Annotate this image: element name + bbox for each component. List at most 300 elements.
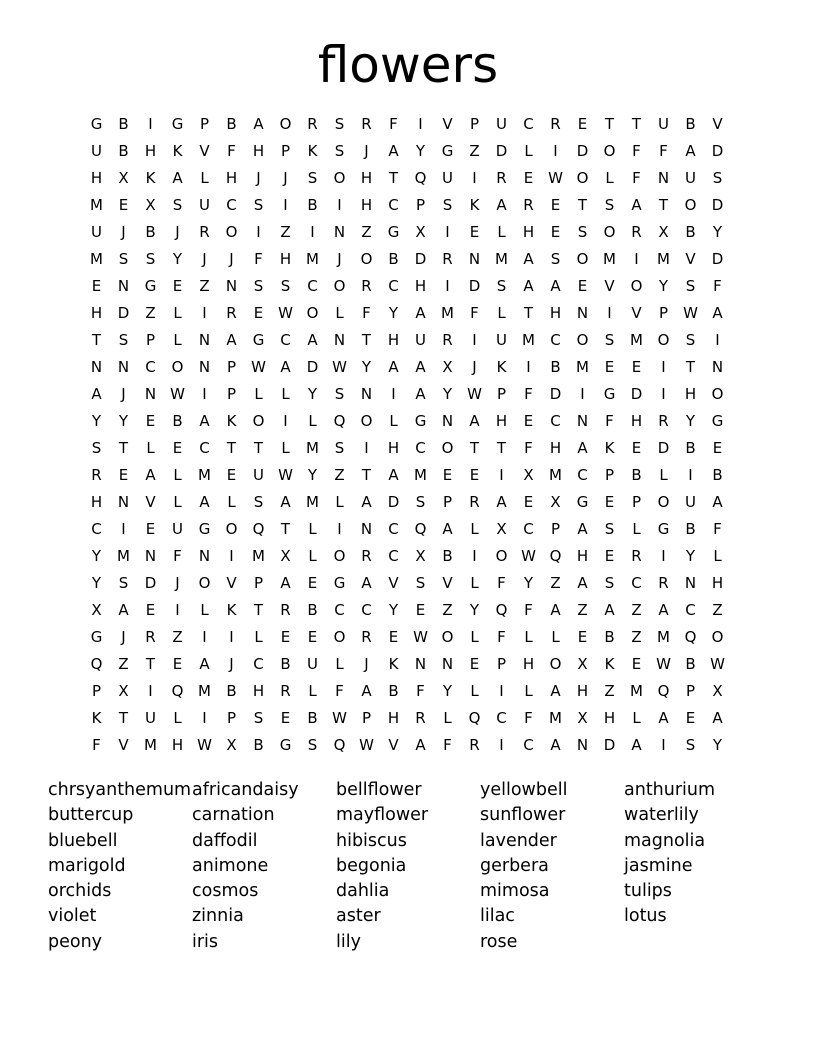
grid-letter: F: [227, 142, 236, 160]
word-list-item: orchids: [48, 881, 112, 902]
grid-letter: O: [360, 250, 373, 268]
grid-letter: L: [173, 709, 182, 727]
grid-letter: H: [711, 574, 724, 592]
grid-letter: X: [577, 709, 588, 727]
grid-letter: P: [226, 709, 237, 727]
grid-letter: R: [550, 115, 561, 133]
grid-letter: J: [472, 358, 477, 376]
grid-letter: A: [442, 520, 453, 538]
grid-letter: L: [470, 682, 479, 700]
grid-letter: J: [337, 250, 342, 268]
grid-letter: V: [118, 736, 129, 754]
grid-letter: O: [441, 628, 454, 646]
grid-row: [83, 246, 731, 273]
grid-letter: L: [254, 628, 263, 646]
grid-letter: H: [387, 709, 400, 727]
grid-letter: E: [442, 466, 453, 484]
grid-letter: H: [225, 169, 238, 187]
grid-row: [83, 732, 731, 759]
word-column: [336, 778, 480, 955]
grid-letter: R: [469, 493, 480, 511]
grid-row: [83, 300, 731, 327]
grid-letter: A: [496, 493, 507, 511]
grid-letter: H: [576, 547, 589, 565]
grid-letter: O: [333, 628, 346, 646]
grid-letter: K: [604, 439, 615, 457]
grid-letter: N: [576, 304, 589, 322]
grid-letter: A: [631, 736, 642, 754]
grid-letter: V: [604, 277, 615, 295]
grid-letter: E: [631, 655, 642, 673]
grid-letter: E: [172, 277, 183, 295]
grid-letter: L: [173, 493, 182, 511]
grid-letter: T: [145, 655, 156, 673]
grid-letter: A: [280, 358, 291, 376]
grid-letter: B: [442, 547, 453, 565]
grid-letter: S: [550, 250, 561, 268]
grid-letter: A: [91, 385, 102, 403]
grid-letter: L: [200, 601, 209, 619]
grid-letter: O: [198, 574, 211, 592]
grid-letter: Q: [414, 169, 427, 187]
grid-letter: M: [630, 682, 643, 700]
grid-letter: F: [470, 304, 479, 322]
grid-row: [83, 165, 731, 192]
grid-letter: P: [658, 304, 669, 322]
grid-letter: L: [308, 682, 317, 700]
grid-letter: W: [710, 655, 725, 673]
word-list-item: carnation: [192, 805, 275, 826]
grid-letter: I: [634, 250, 639, 268]
grid-letter: F: [335, 682, 344, 700]
grid-letter: A: [145, 466, 156, 484]
word-list-item: marigold: [48, 855, 126, 876]
grid-letter: Z: [118, 655, 129, 673]
grid-letter: R: [658, 412, 669, 430]
grid-letter: I: [202, 628, 207, 646]
grid-letter: V: [226, 574, 237, 592]
grid-letter: T: [253, 601, 264, 619]
grid-letter: G: [441, 142, 454, 160]
grid-letter: I: [445, 277, 450, 295]
grid-letter: A: [685, 142, 696, 160]
grid-letter: K: [91, 709, 102, 727]
grid-letter: Z: [550, 574, 561, 592]
grid-letter: C: [280, 331, 291, 349]
grid-letter: A: [415, 385, 426, 403]
word-list-item: jasmine: [624, 855, 693, 876]
grid-letter: G: [603, 385, 616, 403]
grid-letter: P: [91, 682, 102, 700]
grid-letter: A: [388, 358, 399, 376]
grid-letter: M: [90, 196, 103, 214]
grid-letter: J: [202, 250, 207, 268]
word-list-item: waterlily: [624, 805, 699, 826]
grid-letter: I: [661, 547, 666, 565]
grid-letter: C: [523, 520, 534, 538]
grid-letter: A: [361, 682, 372, 700]
grid-letter: L: [632, 709, 641, 727]
grid-letter: A: [712, 304, 723, 322]
grid-letter: E: [577, 277, 588, 295]
grid-letter: Y: [442, 682, 453, 700]
grid-letter: E: [307, 628, 318, 646]
grid-letter: M: [198, 682, 211, 700]
grid-letter: W: [278, 304, 293, 322]
grid-letter: I: [499, 682, 504, 700]
grid-letter: S: [118, 250, 129, 268]
grid-letter: S: [118, 331, 129, 349]
grid-letter: Y: [685, 547, 696, 565]
grid-letter: Y: [172, 250, 183, 268]
grid-letter: O: [711, 628, 724, 646]
grid-row: [83, 273, 731, 300]
grid-letter: A: [172, 169, 183, 187]
grid-letter: X: [415, 223, 426, 241]
grid-letter: M: [117, 547, 130, 565]
grid-letter: E: [631, 439, 642, 457]
grid-letter: M: [549, 709, 562, 727]
grid-letter: P: [631, 493, 642, 511]
grid-letter: B: [118, 115, 129, 133]
grid-letter: R: [496, 169, 507, 187]
grid-letter: I: [310, 223, 315, 241]
grid-letter: H: [522, 223, 535, 241]
grid-letter: S: [577, 223, 588, 241]
grid-letter: U: [199, 196, 210, 214]
grid-letter: A: [307, 331, 318, 349]
grid-letter: S: [253, 277, 264, 295]
word-list-item: hibiscus: [336, 830, 407, 851]
grid-letter: A: [631, 196, 642, 214]
word-list-item: zinnia: [192, 906, 244, 927]
grid-letter: E: [685, 709, 696, 727]
grid-letter: I: [364, 439, 369, 457]
grid-letter: H: [387, 331, 400, 349]
grid-letter: J: [121, 385, 126, 403]
grid-letter: B: [712, 466, 723, 484]
grid-letter: L: [497, 304, 506, 322]
grid-letter: O: [576, 250, 589, 268]
grid-letter: O: [684, 196, 697, 214]
grid-letter: R: [280, 682, 291, 700]
grid-letter: R: [91, 466, 102, 484]
grid-letter: T: [631, 115, 642, 133]
grid-letter: L: [713, 547, 722, 565]
grid-letter: W: [197, 736, 212, 754]
grid-letter: S: [712, 169, 723, 187]
grid-letter: S: [442, 196, 453, 214]
grid-letter: U: [91, 223, 102, 241]
grid-letter: P: [469, 115, 480, 133]
grid-letter: P: [226, 385, 237, 403]
grid-letter: S: [307, 169, 318, 187]
grid-letter: O: [495, 547, 508, 565]
grid-letter: I: [607, 304, 612, 322]
grid-letter: M: [657, 250, 670, 268]
grid-letter: S: [307, 736, 318, 754]
grid-letter: C: [307, 277, 318, 295]
grid-letter: K: [388, 655, 399, 673]
grid-letter: I: [337, 196, 342, 214]
grid-letter: A: [280, 493, 291, 511]
word-list-item: anthurium: [624, 780, 716, 800]
word-list: [48, 778, 768, 955]
grid-letter: P: [496, 655, 507, 673]
grid-letter: F: [713, 520, 722, 538]
grid-letter: W: [656, 655, 671, 673]
grid-letter: M: [252, 547, 265, 565]
grid-letter: K: [496, 358, 507, 376]
grid-letter: J: [121, 223, 126, 241]
grid-letter: O: [360, 412, 373, 430]
grid-letter: S: [415, 574, 426, 592]
grid-letter: U: [172, 520, 183, 538]
grid-letter: G: [387, 223, 400, 241]
grid-letter: N: [333, 223, 346, 241]
grid-letter: S: [334, 115, 345, 133]
grid-letter: X: [712, 682, 723, 700]
grid-letter: Q: [468, 709, 481, 727]
grid-letter: C: [91, 520, 102, 538]
grid-letter: M: [495, 250, 508, 268]
grid-letter: G: [171, 115, 184, 133]
grid-letter: R: [415, 709, 426, 727]
grid-letter: P: [496, 385, 507, 403]
grid-letter: F: [524, 709, 533, 727]
grid-letter: Y: [118, 412, 129, 430]
grid-letter: L: [335, 304, 344, 322]
grid-letter: N: [144, 547, 157, 565]
grid-letter: L: [308, 547, 317, 565]
grid-letter: X: [118, 169, 129, 187]
grid-letter: T: [388, 169, 399, 187]
grid-letter: R: [307, 115, 318, 133]
word-list-item: peony: [48, 931, 103, 952]
grid-letter: H: [360, 196, 373, 214]
grid-letter: E: [145, 412, 156, 430]
grid-letter: B: [388, 250, 399, 268]
grid-letter: I: [688, 466, 693, 484]
grid-letter: T: [226, 439, 237, 457]
grid-letter: Z: [604, 682, 615, 700]
grid-letter: V: [442, 115, 453, 133]
grid-letter: A: [550, 682, 561, 700]
grid-letter: C: [496, 709, 507, 727]
grid-letter: I: [499, 466, 504, 484]
grid-letter: T: [496, 439, 507, 457]
grid-row: [83, 138, 731, 165]
grid-letter: A: [388, 142, 399, 160]
grid-letter: O: [333, 277, 346, 295]
grid-letter: P: [442, 493, 453, 511]
grid-letter: K: [307, 142, 318, 160]
grid-letter: Z: [631, 601, 642, 619]
grid-letter: D: [144, 574, 157, 592]
grid-letter: M: [576, 358, 589, 376]
grid-letter: Y: [658, 277, 669, 295]
grid-letter: D: [657, 439, 670, 457]
grid-letter: H: [279, 250, 292, 268]
grid-letter: E: [145, 520, 156, 538]
grid-letter: Y: [415, 142, 426, 160]
grid-letter: E: [523, 169, 534, 187]
grid-letter: N: [468, 250, 481, 268]
grid-letter: L: [470, 520, 479, 538]
grid-letter: M: [306, 439, 319, 457]
grid-letter: H: [360, 169, 373, 187]
grid-letter: E: [523, 493, 534, 511]
grid-letter: I: [472, 169, 477, 187]
grid-letter: C: [253, 655, 264, 673]
word-list-item: bellflower: [336, 780, 422, 800]
grid-letter: E: [469, 655, 480, 673]
grid-letter: O: [333, 547, 346, 565]
grid-letter: V: [442, 574, 453, 592]
grid-letter: R: [361, 115, 372, 133]
grid-letter: O: [171, 358, 184, 376]
grid-letter: N: [198, 358, 211, 376]
grid-letter: U: [658, 115, 669, 133]
grid-letter: Z: [334, 466, 345, 484]
grid-letter: F: [254, 250, 263, 268]
grid-letter: C: [523, 115, 534, 133]
word-list-item: mayflower: [336, 805, 429, 826]
grid-letter: A: [712, 709, 723, 727]
grid-letter: A: [415, 304, 426, 322]
grid-letter: N: [711, 358, 724, 376]
grid-letter: A: [199, 493, 210, 511]
grid-letter: A: [253, 115, 264, 133]
grid-letter: P: [145, 331, 156, 349]
grid-letter: B: [307, 601, 318, 619]
grid-letter: T: [469, 439, 480, 457]
grid-letter: K: [172, 142, 183, 160]
grid-letter: Z: [712, 601, 723, 619]
grid-letter: U: [145, 709, 156, 727]
grid-letter: L: [227, 493, 236, 511]
grid-letter: F: [92, 736, 101, 754]
grid-letter: B: [550, 358, 561, 376]
grid-letter: F: [524, 601, 533, 619]
grid-letter: N: [117, 493, 130, 511]
grid-letter: G: [711, 412, 724, 430]
grid-letter: O: [603, 223, 616, 241]
grid-letter: P: [253, 574, 264, 592]
grid-row: [83, 192, 731, 219]
grid-letter: X: [91, 601, 102, 619]
grid-letter: Z: [199, 277, 210, 295]
grid-letter: I: [418, 115, 423, 133]
grid-letter: B: [604, 628, 615, 646]
grid-letter: R: [631, 223, 642, 241]
grid-letter: B: [145, 223, 156, 241]
grid-letter: H: [171, 736, 184, 754]
grid-letter: J: [121, 628, 126, 646]
grid-letter: Y: [388, 304, 399, 322]
grid-letter: C: [685, 601, 696, 619]
grid-letter: W: [332, 358, 347, 376]
grid-letter: H: [684, 385, 697, 403]
grid-letter: C: [226, 196, 237, 214]
word-column: [48, 778, 192, 955]
grid-letter: Q: [90, 655, 103, 673]
grid-letter: X: [550, 493, 561, 511]
grid-letter: Q: [333, 412, 346, 430]
grid-letter: R: [199, 223, 210, 241]
grid-letter: L: [632, 520, 641, 538]
grid-letter: P: [604, 466, 615, 484]
grid-letter: D: [495, 142, 508, 160]
grid-letter: B: [307, 196, 318, 214]
grid-letter: S: [253, 709, 264, 727]
grid-letter: L: [497, 223, 506, 241]
grid-letter: A: [415, 358, 426, 376]
grid-letter: I: [337, 520, 342, 538]
grid-letter: Z: [469, 142, 480, 160]
grid-letter: N: [117, 358, 130, 376]
grid-letter: I: [391, 385, 396, 403]
grid-row: [83, 705, 731, 732]
grid-letter: E: [388, 628, 399, 646]
grid-letter: H: [144, 142, 157, 160]
grid-letter: W: [467, 385, 482, 403]
grid-letter: E: [253, 304, 264, 322]
grid-letter: R: [469, 736, 480, 754]
grid-letter: B: [631, 466, 642, 484]
grid-letter: I: [661, 385, 666, 403]
grid-letter: C: [334, 601, 345, 619]
grid-letter: B: [685, 115, 696, 133]
grid-letter: R: [658, 574, 669, 592]
grid-row: [83, 354, 731, 381]
grid-letter: H: [495, 412, 508, 430]
grid-letter: S: [604, 196, 615, 214]
grid-letter: M: [144, 736, 157, 754]
grid-letter: M: [522, 331, 535, 349]
grid-letter: R: [442, 250, 453, 268]
grid-letter: Y: [91, 574, 102, 592]
grid-letter: X: [415, 547, 426, 565]
grid-letter: W: [170, 385, 185, 403]
grid-letter: P: [226, 358, 237, 376]
grid-letter: W: [278, 466, 293, 484]
grid-letter: M: [90, 250, 103, 268]
grid-row: [83, 435, 731, 462]
grid-letter: B: [172, 412, 183, 430]
grid-letter: T: [577, 196, 588, 214]
grid-letter: M: [306, 493, 319, 511]
grid-letter: C: [577, 466, 588, 484]
grid-letter: D: [387, 493, 400, 511]
grid-letter: U: [496, 331, 507, 349]
word-list-item: violet: [48, 906, 97, 927]
grid-letter: A: [469, 412, 480, 430]
grid-letter: R: [361, 277, 372, 295]
grid-letter: Q: [549, 547, 562, 565]
grid-letter: G: [279, 736, 292, 754]
grid-letter: Y: [469, 601, 480, 619]
grid-letter: C: [199, 439, 210, 457]
grid-letter: Q: [414, 520, 427, 538]
grid-letter: L: [443, 709, 452, 727]
grid-letter: V: [712, 115, 723, 133]
grid-letter: A: [604, 601, 615, 619]
grid-letter: C: [145, 358, 156, 376]
grid-letter: A: [712, 493, 723, 511]
grid-letter: O: [252, 412, 265, 430]
grid-letter: E: [604, 493, 615, 511]
